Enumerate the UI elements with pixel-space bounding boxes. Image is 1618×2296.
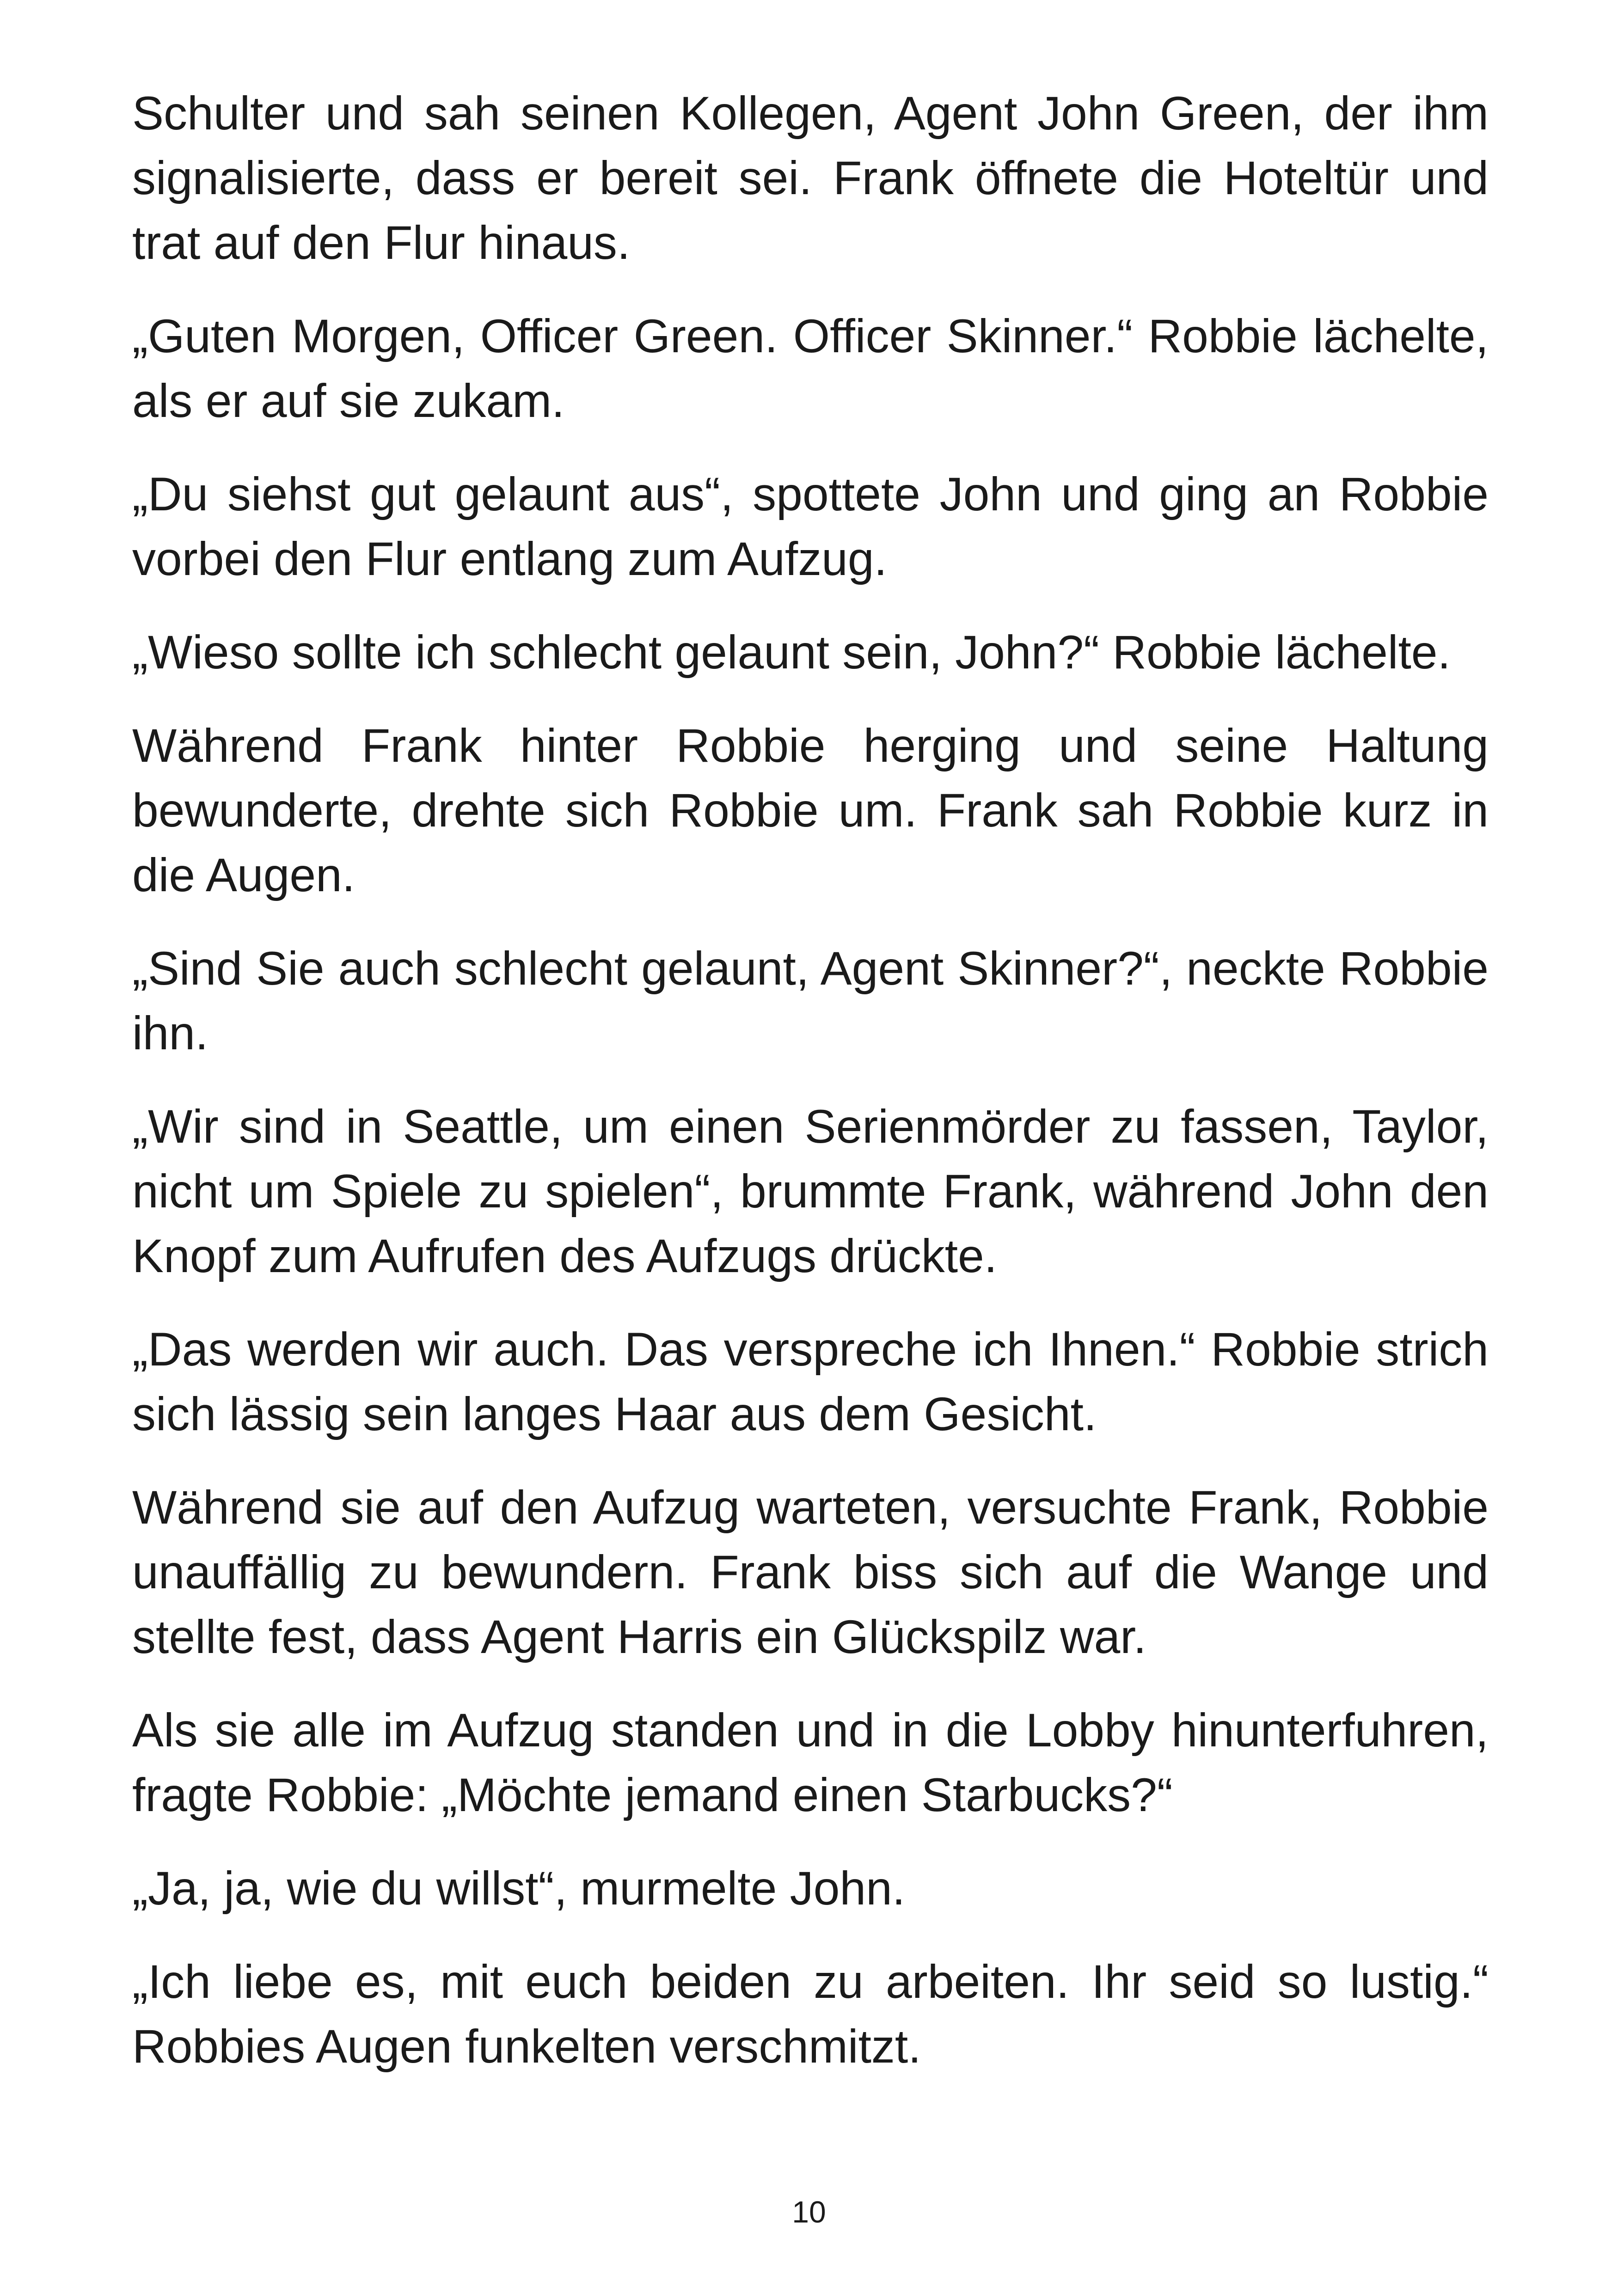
paragraph: „Wieso sollte ich schlecht gelaunt sein, John?“ Robbie lächelte.: [132, 626, 1451, 679]
paragraph: Während Frank hinter Robbie herging und seine Haltung bewunderte, drehte sich Robbie um. Frank sah Robbie kurz in die Augen.: [132, 719, 1489, 901]
paragraph: „Ja, ja, wie du willst“, murmelte John.: [132, 1862, 906, 1915]
page-number: 10: [792, 2195, 826, 2229]
paragraph: „Wir sind in Seattle, um einen Serienmörder zu fassen, Taylor, nicht um Spiele zu spielen“, brummte Frank, während John den Knopf zum Aufrufen des Aufzugs drückte.: [132, 1100, 1489, 1282]
paragraph: „Das werden wir auch. Das verspreche ich Ihnen.“ Robbie strich sich lässig sein langes Haar aus dem Gesicht.: [132, 1323, 1489, 1440]
paragraph: „Sind Sie auch schlecht gelaunt, Agent Skinner?“, neckte Robbie ihn.: [132, 942, 1489, 1059]
page-body: [132, 81, 1489, 2107]
paragraph: Schulter und sah seinen Kollegen, Agent John Green, der ihm signalisierte, dass er bereit sei. Frank öffnete die Hoteltür und trat auf den Flur hinaus.: [132, 87, 1489, 269]
paragraph: „Du siehst gut gelaunt aus“, spottete John und ging an Robbie vorbei den Flur entlang zum Aufzug.: [132, 468, 1489, 585]
paragraph: Während sie auf den Aufzug warteten, versuchte Frank, Robbie unauffällig zu bewundern. Frank biss sich auf die Wange und stellte fest, dass Agent Harris ein Glückspilz war.: [132, 1481, 1489, 1663]
paragraph: „Ich liebe es, mit euch beiden zu arbeiten. Ihr seid so lustig.“ Robbies Augen funkelten verschmitzt.: [132, 1955, 1489, 2073]
paragraph: „Guten Morgen, Officer Green. Officer Skinner.“ Robbie lächelte, als er auf sie zukam.: [132, 310, 1489, 427]
paragraph: Als sie alle im Aufzug standen und in die Lobby hinunterfuhren, fragte Robbie: „Möchte jemand einen Starbucks?“: [132, 1704, 1489, 1821]
